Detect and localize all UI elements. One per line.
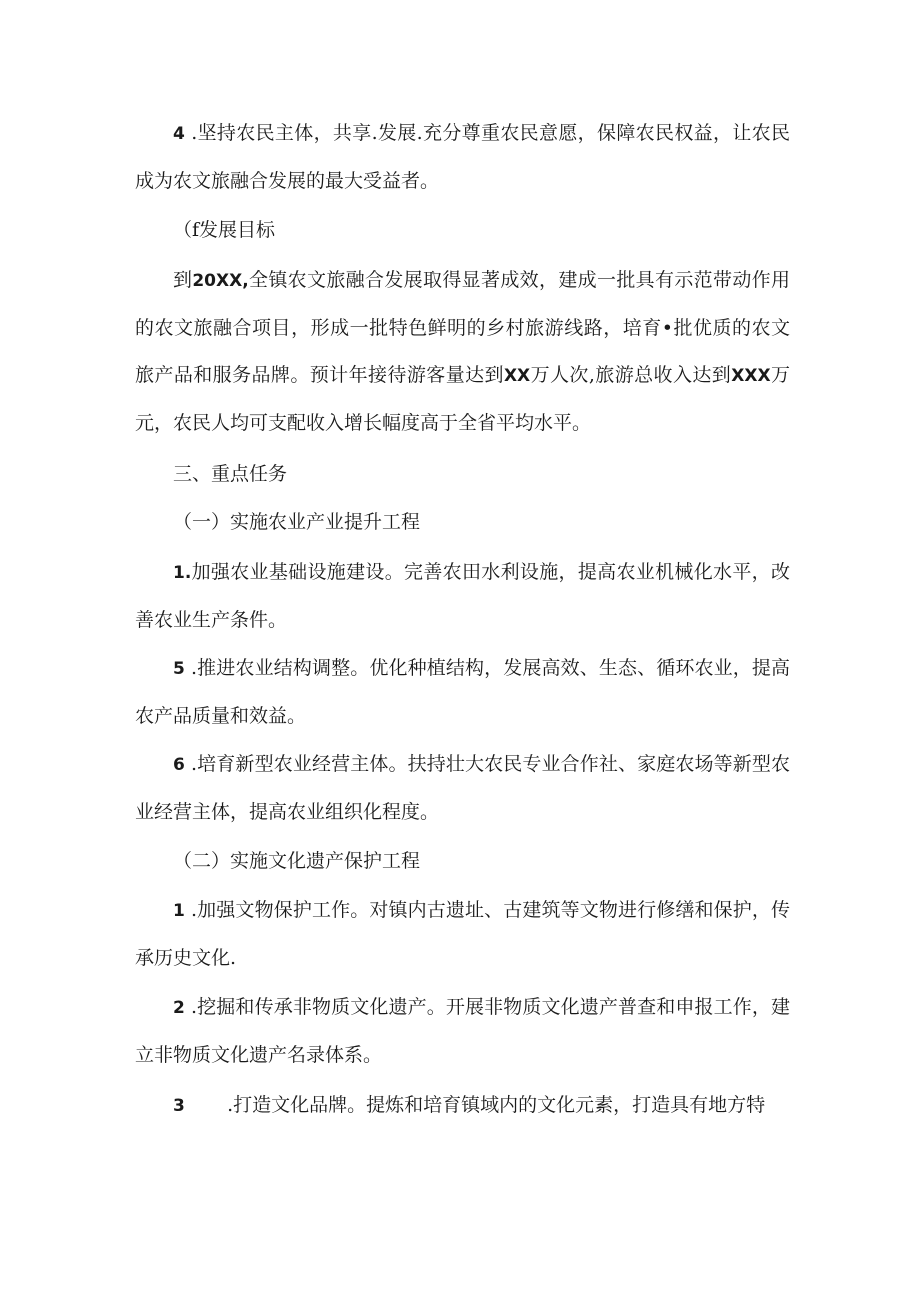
- paragraph-text: .挖掘和传承非物质文化遗产。开展非物质文化遗产普查和申报工作，建立非物质文化遗产名录体系。: [135, 996, 790, 1066]
- paragraph-text: .推进农业结构调整。优化种植结构，发展高效、生态、循环农业，提高农产品质量和效益。: [135, 657, 790, 727]
- paragraph-heritage-3: [135, 1082, 790, 1130]
- item-number: 4: [173, 124, 185, 144]
- heading-development-goals: （f发展目标: [173, 219, 276, 241]
- paragraph-principle-4: [135, 110, 790, 205]
- goal-text-a: 到: [173, 269, 193, 291]
- goal-year: 20XX,: [192, 271, 249, 291]
- item-number: 3: [173, 1096, 185, 1116]
- paragraph-goals: [135, 257, 790, 447]
- goal-text-b: 全镇农文旅融合发展取得显著成效，建成一批具有示范带动作用的农文旅融合项目，形成一批特色鲜明的乡村旅游线路，培育•批优质的农文旅产品和服务品牌。预计年接待游客量达到: [135, 269, 790, 386]
- heading-key-tasks: 三、重点任务: [173, 463, 288, 485]
- goal-revenue: XXX: [731, 366, 771, 386]
- paragraph-task-1: [135, 549, 790, 644]
- paragraph-text: .加强文物保护工作。对镇内古遗址、古建筑等文物进行修缮和保护，传承历史文化.: [135, 899, 790, 969]
- item-number: 5: [173, 659, 185, 679]
- goal-text-d: 万元，农民人均可支配收入增长幅度高于全省平均水平。: [135, 364, 790, 434]
- paragraph-task-5: [135, 645, 790, 740]
- goal-visitors: XX: [503, 366, 531, 386]
- item-number: 6: [173, 755, 185, 775]
- paragraph-heritage-1: [135, 887, 790, 982]
- heading-agriculture-upgrade: （一）实施农业产业提升工程: [173, 511, 421, 533]
- item-number: 1: [173, 901, 185, 921]
- goal-text-c: 万人次,旅游总收入达到: [530, 364, 732, 386]
- item-number: 1.: [173, 563, 192, 583]
- heading-heritage-protection: （二）实施文化遗产保护工程: [173, 850, 421, 872]
- paragraph-heritage-2: [135, 984, 790, 1079]
- paragraph-text: .培育新型农业经营主体。扶持壮大农民专业合作社、家庭农场等新型农业经营主体，提高农业组织化程度。: [135, 753, 790, 823]
- item-number: 2: [173, 998, 185, 1018]
- paragraph-text: 加强农业基础设施建设。完善农田水利设施，提高农业机械化水平，改善农业生产条件。: [135, 561, 790, 631]
- paragraph-text: .坚持农民主体，共享.发展.充分尊重农民意愿，保障农民权益，让农民成为农文旅融合发展的最大受益者。: [135, 122, 790, 192]
- paragraph-text: .打造文化品牌。提炼和培育镇域内的文化元素，打造具有地方特: [227, 1094, 766, 1116]
- paragraph-task-6: [135, 741, 790, 836]
